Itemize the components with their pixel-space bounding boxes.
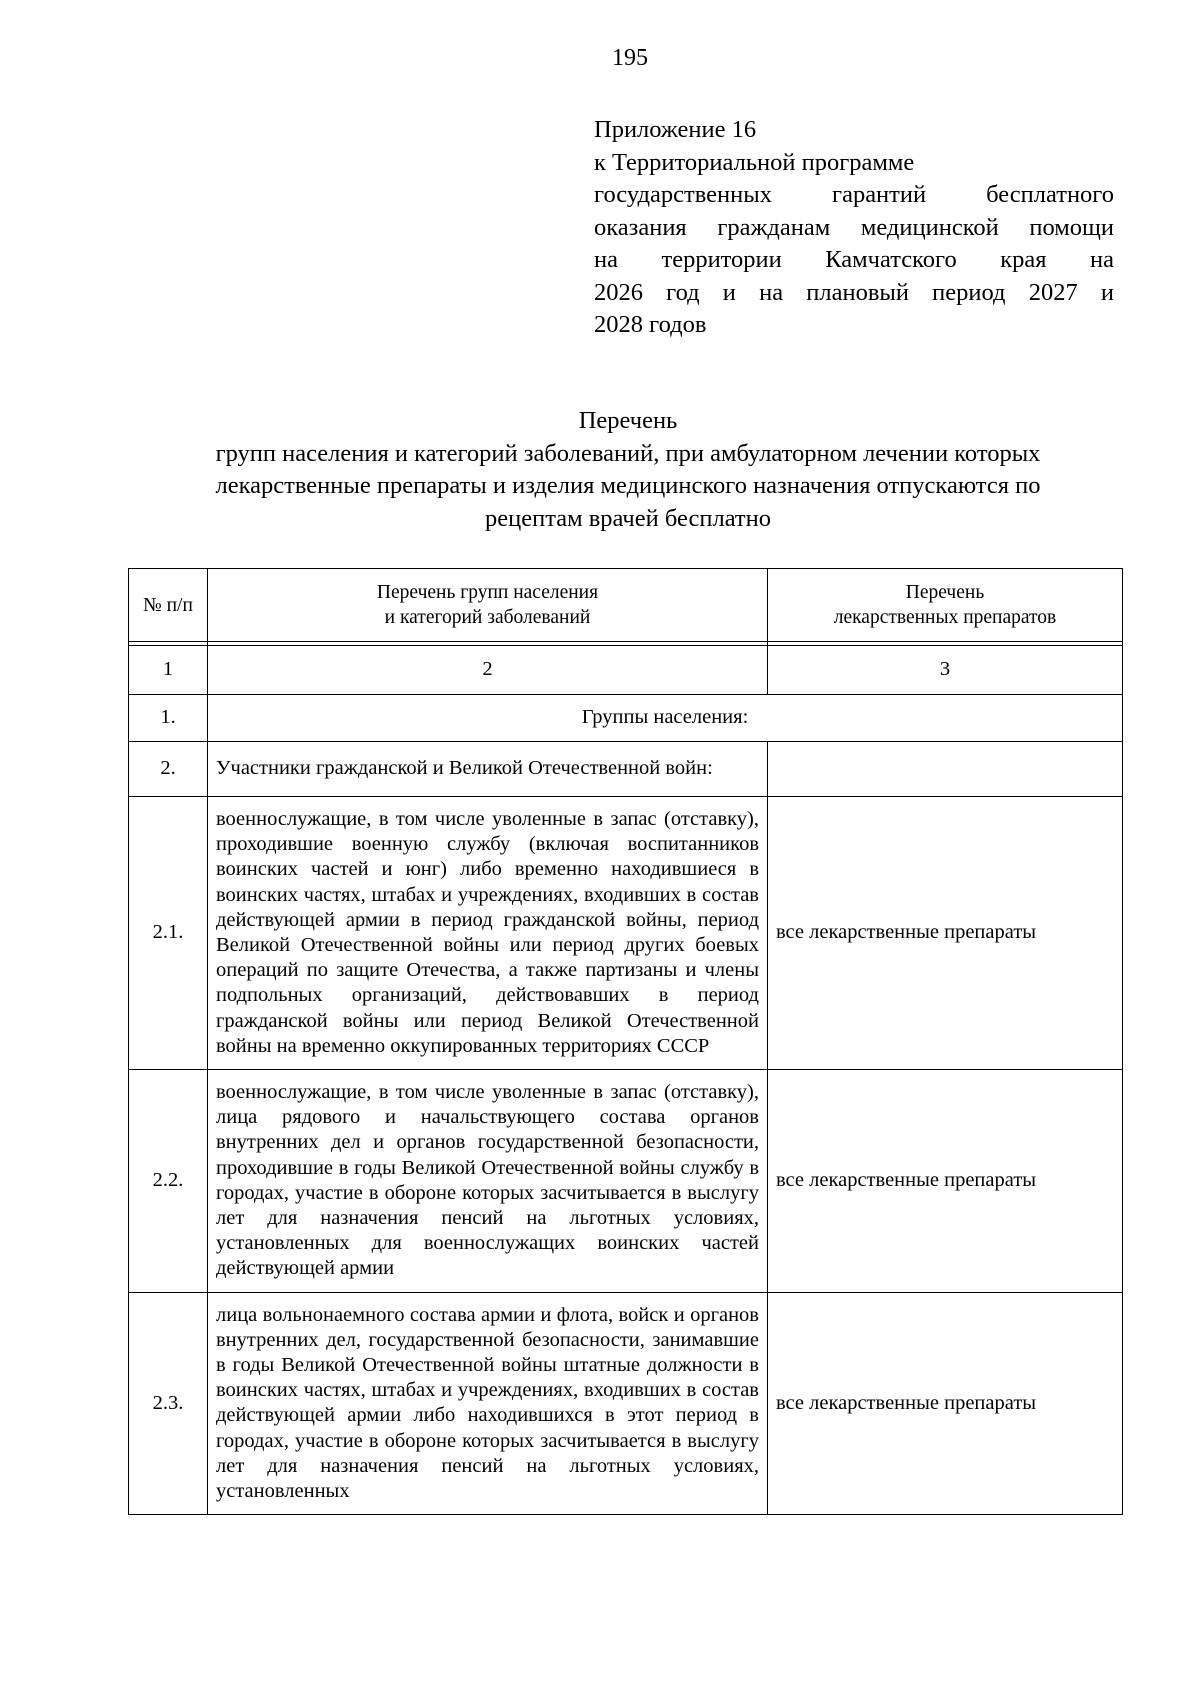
row-number: 2.2. <box>129 1070 208 1293</box>
table-row <box>129 1292 1123 1515</box>
header-drugs <box>768 569 1123 642</box>
row-number: 2.3. <box>129 1292 208 1515</box>
group-drugs-empty <box>768 742 1123 797</box>
appendix-line: на территории Камчатского края на <box>594 246 1114 273</box>
header-number: № п/п <box>129 569 208 642</box>
appendix-line: государственных гарантий бесплатного <box>594 181 1114 208</box>
row-drugs: все лекарственные препараты <box>768 1070 1123 1293</box>
table-header-row <box>129 569 1123 642</box>
groups-table <box>128 568 1123 1515</box>
header-groups <box>208 569 768 642</box>
appendix-line: оказания гражданам медицинской помощи <box>594 213 1114 241</box>
header-drugs-line: Перечень <box>905 582 985 603</box>
page-number: 195 <box>612 45 648 71</box>
row-description: лица вольнонаемного состава армии и флота, войск и органов внутренних дел, государственной безопасности, занимавшие в годы Великой Отечественной войны штатные должности в воинских частях, штабах и учреждениях, входивших в состав действующей армии либо находившихся в этот период в городах, участие в обороне которых засчитывается в выслугу лет для назначения пенсий на льготных условиях, установленных <box>208 1292 768 1515</box>
table-row <box>129 1070 1123 1293</box>
title-line: групп населения и категорий заболеваний, при амбулаторном лечении которых <box>215 439 1041 467</box>
appendix-line: 2026 год и на плановый период 2027 и <box>594 278 1114 306</box>
appendix-line: 2028 годов <box>594 311 707 338</box>
header-drugs-line: лекарственных препаратов <box>833 607 1057 628</box>
column-number: 1 <box>129 646 208 695</box>
group-row <box>129 742 1123 797</box>
column-number: 2 <box>208 646 768 695</box>
appendix-line: к Территориальной программе <box>594 148 915 176</box>
header-groups-line: Перечень групп населения <box>376 582 599 603</box>
row-number: 2. <box>129 742 208 797</box>
row-number: 1. <box>129 695 208 742</box>
column-number-row <box>129 646 1123 695</box>
appendix-note <box>594 114 1114 342</box>
row-drugs: все лекарственные препараты <box>768 797 1123 1070</box>
column-number: 3 <box>768 646 1123 695</box>
table-row <box>129 797 1123 1070</box>
title-heading: Перечень <box>578 407 678 434</box>
header-groups-line: и категорий заболеваний <box>384 607 591 628</box>
row-description: военнослужащие, в том числе уволенные в запас (отставку), проходившие военную службу (включая воспитанников воинских частей и юнг) либо временно находившиеся в воинских частях, штабах и учреждениях, входивших в состав действующей армии в период гражданской войны, период Великой Отечественной войны или период других боевых операций по защите Отечества, а также партизаны и члены подпольных организаций, действовавших в период гражданской войны или период Великой Отечественной войны на временно оккупированных территориях СССР <box>208 797 768 1070</box>
document-title <box>128 405 1128 535</box>
row-drugs: все лекарственные препараты <box>768 1292 1123 1515</box>
title-line: рецептам врачей бесплатно <box>484 504 772 532</box>
group-label: Участники гражданской и Великой Отечественной войн: <box>208 742 768 797</box>
row-description: военнослужащие, в том числе уволенные в запас (отставку), лица рядового и начальствующего состава органов внутренних дел и органов государственной безопасности, проходившие в годы Великой Отечественной войны службу в городах, участие в обороне которых засчитывается в выслугу лет для назначения пенсий на льготных условиях, установленных для военнослужащих воинских частей действующей армии <box>208 1070 768 1293</box>
title-line: лекарственные препараты и изделия медицинского назначения отпускаются по <box>215 472 1041 499</box>
section-label: Группы населения: <box>208 695 1123 742</box>
row-number: 2.1. <box>129 797 208 1070</box>
appendix-line: Приложение 16 <box>594 116 757 143</box>
section-row <box>129 695 1123 742</box>
